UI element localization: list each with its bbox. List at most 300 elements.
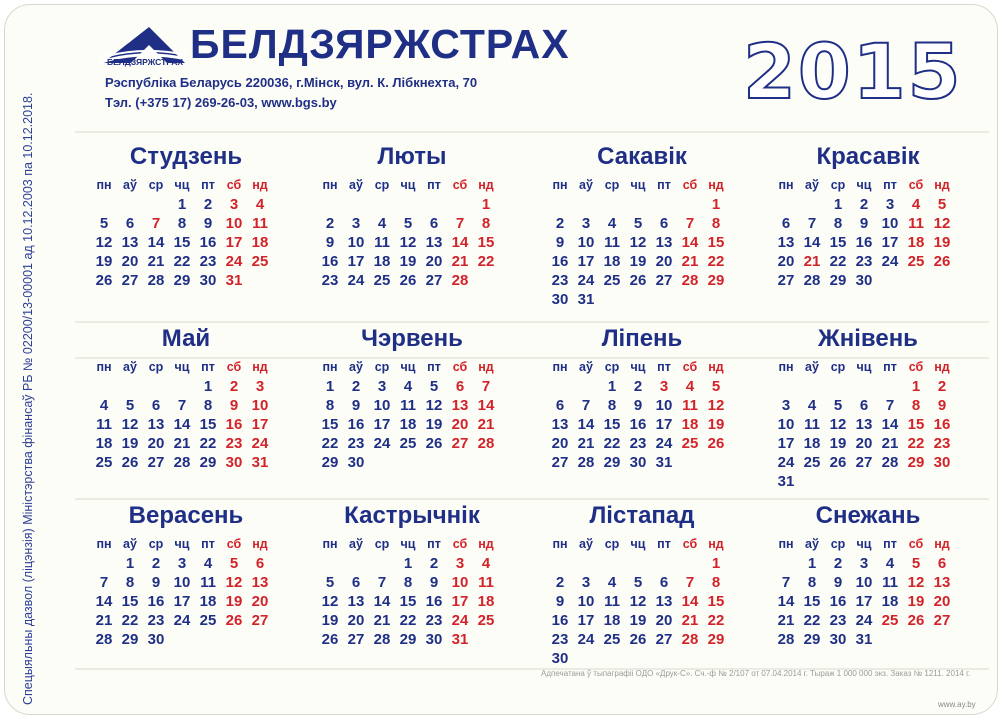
day-cell: 30: [629, 454, 647, 471]
weekday-label: чц: [174, 537, 190, 551]
weekday-label: сб: [452, 178, 468, 192]
empty-cell: [599, 554, 625, 573]
empty-cell: [573, 377, 599, 396]
day-cell: 24: [577, 272, 595, 289]
divider-line: [75, 131, 989, 133]
day-cell: 19: [629, 253, 647, 270]
day-cell: 20: [147, 435, 165, 452]
day-cell: 7: [99, 574, 109, 591]
day-cell: 29: [707, 631, 725, 648]
day-cell: 19: [933, 234, 951, 251]
day-cell: 26: [629, 631, 647, 648]
weekday-label: пн: [96, 178, 112, 192]
day-cell: 27: [147, 454, 165, 471]
day-cell: 6: [937, 555, 947, 572]
day-cell: 6: [455, 378, 465, 395]
month-name: Красавік: [816, 143, 920, 170]
empty-cell: [91, 377, 117, 396]
day-cell: 7: [177, 397, 187, 414]
day-cell: 22: [199, 435, 217, 452]
day-cell: 13: [655, 234, 673, 251]
day-cell: 11: [374, 234, 390, 251]
day-cell: 3: [659, 378, 669, 395]
day-cell: 1: [711, 196, 721, 213]
weekday-label: сб: [682, 360, 698, 374]
day-cell: 5: [937, 196, 947, 213]
day-cell: 17: [655, 416, 673, 433]
day-cell: 9: [351, 397, 361, 414]
weekday-label: аў: [579, 360, 593, 374]
day-cell: 9: [229, 397, 239, 414]
day-cell: 27: [347, 631, 365, 648]
day-cell: 1: [607, 378, 617, 395]
weekday-label: ср: [830, 537, 846, 551]
day-cell: 20: [655, 253, 673, 270]
month-name: Снежань: [815, 502, 921, 529]
day-cell: 14: [881, 416, 899, 433]
day-cell: 23: [321, 272, 339, 289]
day-cell: 13: [347, 593, 365, 610]
day-cell: 4: [403, 378, 413, 395]
day-cell: 4: [607, 574, 617, 591]
day-cell: 8: [833, 215, 843, 232]
day-cell: 27: [655, 272, 673, 289]
day-cell: 10: [881, 215, 899, 232]
day-cell: 15: [199, 416, 217, 433]
day-cell: 4: [481, 555, 491, 572]
day-cell: 12: [399, 234, 417, 251]
day-cell: 6: [859, 397, 869, 414]
empty-cell: [547, 377, 573, 396]
day-cell: 14: [777, 593, 795, 610]
day-cell: 29: [321, 454, 339, 471]
day-cell: 1: [403, 555, 413, 572]
day-cell: 7: [685, 574, 695, 591]
day-cell: 13: [551, 416, 569, 433]
day-cell: 16: [855, 234, 873, 251]
day-cell: 19: [829, 435, 847, 452]
month-grid: [317, 534, 507, 649]
day-cell: 15: [399, 593, 417, 610]
day-cell: 15: [477, 234, 495, 251]
day-cell: 28: [173, 454, 191, 471]
day-cell: 27: [251, 612, 269, 629]
day-cell: 5: [125, 397, 135, 414]
day-cell: 25: [603, 631, 621, 648]
day-cell: 20: [347, 612, 365, 629]
weekday-label: пт: [657, 537, 671, 551]
day-cell: 3: [177, 555, 187, 572]
day-cell: 5: [633, 215, 643, 232]
weekday-label: чц: [400, 360, 416, 374]
day-cell: 10: [577, 234, 595, 251]
day-cell: 25: [803, 454, 821, 471]
day-cell: 19: [399, 253, 417, 270]
empty-cell: [91, 554, 117, 573]
month-block: [773, 143, 963, 290]
weekday-label: пн: [552, 537, 568, 551]
day-cell: 28: [881, 454, 899, 471]
day-cell: 10: [251, 397, 269, 414]
month-block: [773, 502, 963, 649]
day-cell: 1: [711, 555, 721, 572]
day-cell: 9: [429, 574, 439, 591]
day-cell: 23: [629, 435, 647, 452]
day-cell: 22: [907, 435, 925, 452]
day-cell: 21: [881, 435, 899, 452]
day-cell: 15: [707, 593, 725, 610]
day-cell: 20: [251, 593, 269, 610]
day-cell: 3: [255, 378, 265, 395]
empty-cell: [447, 195, 473, 214]
empty-cell: [773, 195, 799, 214]
day-cell: 21: [95, 612, 113, 629]
weekday-label: нд: [252, 178, 268, 192]
day-cell: 27: [425, 272, 443, 289]
day-cell: 25: [603, 272, 621, 289]
day-cell: 13: [451, 397, 469, 414]
day-cell: 27: [551, 454, 569, 471]
weekday-label: пт: [883, 178, 897, 192]
day-cell: 13: [251, 574, 269, 591]
day-cell: 2: [151, 555, 161, 572]
day-cell: 28: [681, 631, 699, 648]
day-cell: 30: [551, 650, 569, 667]
day-cell: 12: [95, 234, 113, 251]
company-name: БЕЛДЗЯРЖСТРАХ: [190, 21, 570, 67]
day-cell: 26: [95, 272, 113, 289]
day-cell: 21: [777, 612, 795, 629]
day-cell: 4: [99, 397, 109, 414]
day-cell: 17: [451, 593, 469, 610]
day-cell: 17: [347, 253, 365, 270]
weekday-label: ср: [374, 178, 390, 192]
day-cell: 29: [199, 454, 217, 471]
day-cell: 2: [351, 378, 361, 395]
day-cell: 18: [907, 234, 925, 251]
day-cell: 11: [908, 215, 924, 232]
day-cell: 17: [373, 416, 391, 433]
day-cell: 17: [173, 593, 191, 610]
day-cell: 20: [551, 435, 569, 452]
month-name: Жнівень: [818, 325, 918, 352]
day-cell: 8: [125, 574, 135, 591]
empty-cell: [773, 377, 799, 396]
day-cell: 30: [225, 454, 243, 471]
empty-cell: [421, 195, 447, 214]
day-cell: 31: [655, 454, 673, 471]
divider-line: [75, 321, 989, 323]
weekday-label: аў: [805, 360, 819, 374]
month-grid: [317, 357, 507, 472]
weekday-label: сб: [908, 360, 924, 374]
day-cell: 12: [829, 416, 847, 433]
empty-cell: [117, 195, 143, 214]
day-cell: 20: [777, 253, 795, 270]
day-cell: 24: [451, 612, 469, 629]
day-cell: 3: [885, 196, 895, 213]
weekday-label: пн: [322, 360, 338, 374]
weekday-label: пн: [96, 537, 112, 551]
day-cell: 24: [173, 612, 191, 629]
day-cell: 12: [321, 593, 339, 610]
day-cell: 13: [147, 416, 165, 433]
day-cell: 15: [803, 593, 821, 610]
day-cell: 14: [373, 593, 391, 610]
day-cell: 5: [429, 378, 439, 395]
day-cell: 25: [907, 253, 925, 270]
day-cell: 17: [577, 612, 595, 629]
day-cell: 18: [251, 234, 269, 251]
weekday-label: сб: [452, 360, 468, 374]
day-cell: 3: [229, 196, 239, 213]
day-cell: 14: [95, 593, 113, 610]
day-cell: 28: [803, 272, 821, 289]
day-cell: 14: [477, 397, 495, 414]
day-cell: 23: [199, 253, 217, 270]
day-cell: 29: [603, 454, 621, 471]
day-cell: 2: [833, 555, 843, 572]
month-block: [773, 325, 963, 491]
day-cell: 2: [229, 378, 239, 395]
day-cell: 18: [399, 416, 417, 433]
day-cell: 16: [425, 593, 443, 610]
day-cell: 27: [855, 454, 873, 471]
day-cell: 26: [121, 454, 139, 471]
day-cell: 2: [429, 555, 439, 572]
day-cell: 19: [907, 593, 925, 610]
day-cell: 14: [173, 416, 191, 433]
day-cell: 27: [777, 272, 795, 289]
day-cell: 22: [173, 253, 191, 270]
day-cell: 28: [95, 631, 113, 648]
weekday-label: аў: [805, 537, 819, 551]
day-cell: 24: [855, 612, 873, 629]
day-cell: 13: [855, 416, 873, 433]
day-cell: 9: [633, 397, 643, 414]
month-grid: [547, 534, 737, 668]
month-grid: [773, 357, 963, 491]
day-cell: 16: [933, 416, 951, 433]
day-cell: 23: [829, 612, 847, 629]
day-cell: 21: [681, 253, 699, 270]
day-cell: 8: [481, 215, 491, 232]
day-cell: 27: [933, 612, 951, 629]
day-cell: 3: [351, 215, 361, 232]
day-cell: 11: [804, 416, 820, 433]
day-cell: 15: [603, 416, 621, 433]
day-cell: 4: [807, 397, 817, 414]
day-cell: 14: [147, 234, 165, 251]
day-cell: 19: [707, 416, 725, 433]
empty-cell: [91, 195, 117, 214]
day-cell: 6: [151, 397, 161, 414]
weekday-label: чц: [630, 178, 646, 192]
day-cell: 6: [781, 215, 791, 232]
day-cell: 2: [555, 574, 565, 591]
day-cell: 26: [399, 272, 417, 289]
day-cell: 13: [933, 574, 951, 591]
day-cell: 9: [555, 234, 565, 251]
day-cell: 18: [681, 416, 699, 433]
empty-cell: [395, 195, 421, 214]
empty-cell: [369, 554, 395, 573]
day-cell: 3: [581, 574, 591, 591]
weekday-label: пн: [322, 178, 338, 192]
weekday-label: сб: [226, 178, 242, 192]
empty-cell: [117, 377, 143, 396]
weekday-label: пт: [883, 537, 897, 551]
month-name: Кастрычнік: [344, 502, 480, 529]
day-cell: 15: [321, 416, 339, 433]
empty-cell: [169, 377, 195, 396]
weekday-label: пт: [201, 178, 215, 192]
day-cell: 12: [121, 416, 139, 433]
weekday-label: пн: [778, 360, 794, 374]
day-cell: 28: [577, 454, 595, 471]
day-cell: 22: [829, 253, 847, 270]
day-cell: 6: [429, 215, 439, 232]
day-cell: 4: [255, 196, 265, 213]
weekday-label: чц: [856, 178, 872, 192]
day-cell: 6: [659, 574, 669, 591]
month-name: Ліпень: [601, 325, 683, 352]
day-cell: 13: [121, 234, 139, 251]
weekday-label: чц: [400, 537, 416, 551]
month-name: Люты: [377, 143, 447, 170]
day-cell: 30: [933, 454, 951, 471]
weekday-label: нд: [478, 178, 494, 192]
day-cell: 29: [173, 272, 191, 289]
day-cell: 2: [555, 215, 565, 232]
empty-cell: [799, 195, 825, 214]
day-cell: 24: [655, 435, 673, 452]
day-cell: 28: [373, 631, 391, 648]
day-cell: 28: [681, 272, 699, 289]
day-cell: 29: [399, 631, 417, 648]
weekday-label: ср: [604, 537, 620, 551]
day-cell: 13: [425, 234, 443, 251]
day-cell: 22: [399, 612, 417, 629]
day-cell: 30: [347, 454, 365, 471]
day-cell: 21: [577, 435, 595, 452]
day-cell: 8: [711, 574, 721, 591]
weekday-label: чц: [630, 537, 646, 551]
weekday-label: пн: [778, 537, 794, 551]
day-cell: 21: [803, 253, 821, 270]
month-grid: [773, 175, 963, 290]
day-cell: 31: [855, 631, 873, 648]
day-cell: 18: [603, 612, 621, 629]
weekday-label: пт: [883, 360, 897, 374]
day-cell: 7: [151, 215, 161, 232]
day-cell: 9: [151, 574, 161, 591]
day-cell: 20: [655, 612, 673, 629]
day-cell: 14: [803, 234, 821, 251]
day-cell: 24: [373, 435, 391, 452]
day-cell: 17: [577, 253, 595, 270]
weekday-label: аў: [123, 360, 137, 374]
day-cell: 30: [199, 272, 217, 289]
empty-cell: [677, 554, 703, 573]
day-cell: 17: [251, 416, 269, 433]
day-cell: 27: [451, 435, 469, 452]
day-cell: 11: [604, 593, 620, 610]
day-cell: 7: [685, 215, 695, 232]
day-cell: 15: [707, 234, 725, 251]
weekday-label: аў: [349, 178, 363, 192]
day-cell: 12: [225, 574, 243, 591]
weekday-label: сб: [682, 537, 698, 551]
weekday-label: ср: [830, 360, 846, 374]
weekday-label: нд: [478, 360, 494, 374]
weekday-label: чц: [630, 360, 646, 374]
logo-caption: БЕЛДЗЯРЖСТРАХ: [107, 57, 184, 67]
empty-cell: [343, 554, 369, 573]
day-cell: 23: [347, 435, 365, 452]
day-cell: 5: [99, 215, 109, 232]
empty-cell: [143, 377, 169, 396]
divider-line: [75, 498, 989, 500]
day-cell: 23: [551, 272, 569, 289]
day-cell: 16: [321, 253, 339, 270]
day-cell: 22: [707, 253, 725, 270]
day-cell: 17: [777, 435, 795, 452]
print-info: Адпечатана ў тыпаграфіі ОДО «Друк-С». Сч.-ф № 2/107 от 07.04.2014 г. Тыраж 1 000 000 экз. Заказ № 1211. 2014 г.: [541, 669, 971, 678]
weekday-label: нд: [478, 537, 494, 551]
day-cell: 12: [425, 397, 443, 414]
day-cell: 18: [95, 435, 113, 452]
day-cell: 30: [551, 291, 569, 308]
day-cell: 10: [173, 574, 191, 591]
day-cell: 8: [177, 215, 187, 232]
day-cell: 25: [373, 272, 391, 289]
day-cell: 25: [881, 612, 899, 629]
empty-cell: [851, 377, 877, 396]
empty-cell: [547, 554, 573, 573]
day-cell: 26: [425, 435, 443, 452]
weekday-label: пн: [778, 178, 794, 192]
day-cell: 9: [859, 215, 869, 232]
day-cell: 15: [907, 416, 925, 433]
day-cell: 16: [225, 416, 243, 433]
day-cell: 26: [707, 435, 725, 452]
day-cell: 9: [555, 593, 565, 610]
day-cell: 20: [933, 593, 951, 610]
day-cell: 25: [251, 253, 269, 270]
day-cell: 29: [121, 631, 139, 648]
day-cell: 5: [633, 574, 643, 591]
day-cell: 6: [555, 397, 565, 414]
weekday-label: пн: [552, 178, 568, 192]
day-cell: 8: [807, 574, 817, 591]
empty-cell: [369, 195, 395, 214]
empty-cell: [317, 195, 343, 214]
day-cell: 1: [125, 555, 135, 572]
day-cell: 28: [477, 435, 495, 452]
day-cell: 2: [203, 196, 213, 213]
day-cell: 10: [373, 397, 391, 414]
month-name: Лістапад: [589, 502, 695, 529]
weekday-label: нд: [708, 360, 724, 374]
empty-cell: [799, 377, 825, 396]
weekday-label: аў: [579, 178, 593, 192]
day-cell: 4: [377, 215, 387, 232]
empty-cell: [317, 554, 343, 573]
month-block: [91, 325, 281, 472]
day-cell: 21: [477, 416, 495, 433]
day-cell: 30: [147, 631, 165, 648]
